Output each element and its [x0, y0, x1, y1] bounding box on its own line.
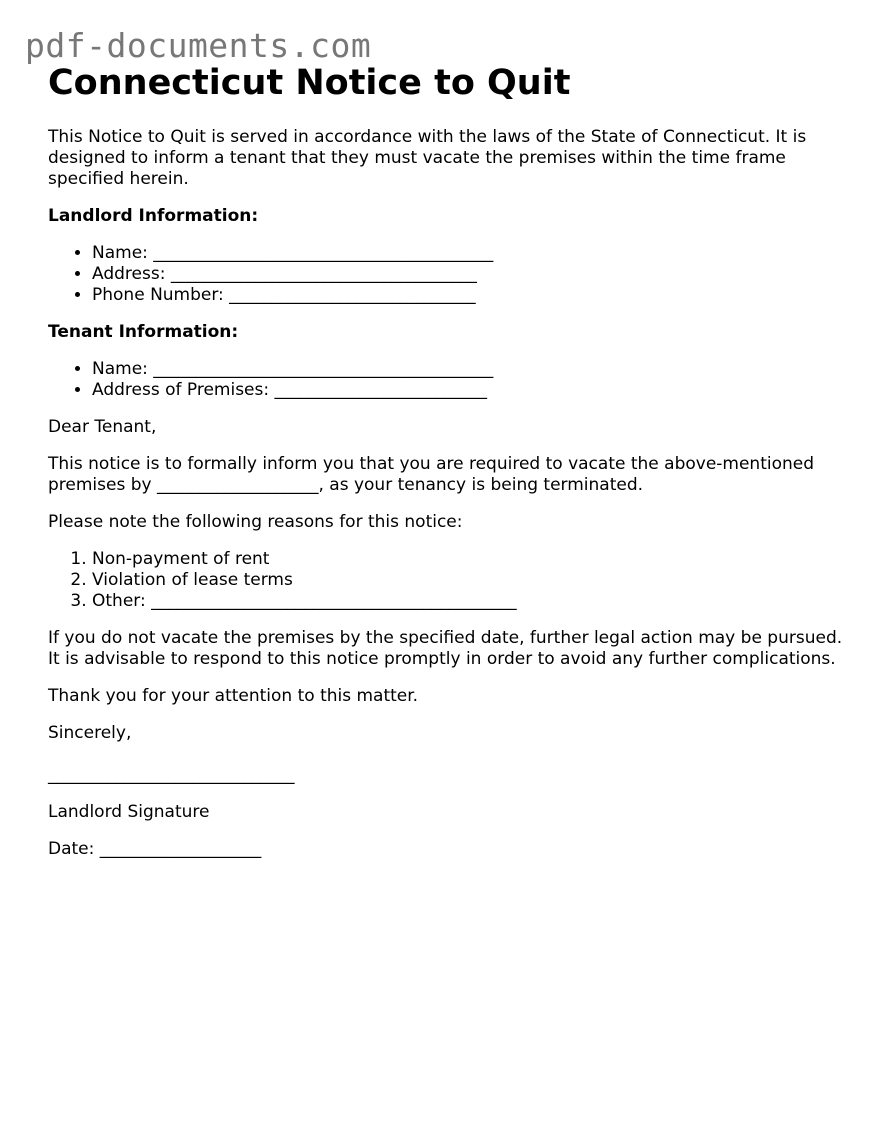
tenant-list — [48, 359, 848, 401]
landlord-heading: Landlord Information: — [48, 206, 259, 226]
warning-paragraph: If you do not vacate the premises by the specified date, further legal action may be pursued. It is advisable to respond to this notice promptly in order to avoid any further complications. — [48, 628, 843, 669]
landlord-address-field: • Address: ____________________________________ — [92, 264, 848, 285]
reason-item: 3. Other: ___________________________________________ — [92, 591, 848, 612]
reason-item: 1. Non-payment of rent — [92, 549, 848, 570]
signature-line: _____________________________ — [48, 765, 295, 785]
document-body — [48, 60, 848, 860]
landlord-phone-field: • Phone Number: _____________________________ — [92, 285, 848, 306]
notice-paragraph: This notice is to formally inform you that you are required to vacate the above-mentioned premises by ___________________, as your tenancy is being terminated. — [48, 454, 815, 495]
reason-item: 2. Violation of lease terms — [92, 570, 848, 591]
tenant-address-field: • Address of Premises: _________________________ — [92, 380, 848, 401]
thanks-line: Thank you for your attention to this matter. — [48, 686, 419, 706]
salutation: Dear Tenant, — [48, 417, 157, 437]
date-field: Date: ___________________ — [48, 839, 262, 859]
landlord-name-field: • Name: ________________________________________ — [92, 243, 848, 264]
watermark: pdf-documents.com — [25, 26, 372, 65]
intro-paragraph: This Notice to Quit is served in accordance with the laws of the State of Connecticut. It is designed to inform a tenant that they must vacate the premises within the time frame specified herein. — [48, 127, 807, 189]
landlord-list — [48, 243, 848, 306]
tenant-heading: Tenant Information: — [48, 322, 239, 342]
reasons-list — [48, 549, 848, 612]
signature-label: Landlord Signature — [48, 802, 210, 822]
tenant-name-field: • Name: ________________________________________ — [92, 359, 848, 380]
document-title: Connecticut Notice to Quit — [48, 63, 571, 103]
closing-line: Sincerely, — [48, 723, 132, 743]
reasons-intro: Please note the following reasons for this notice: — [48, 512, 463, 532]
